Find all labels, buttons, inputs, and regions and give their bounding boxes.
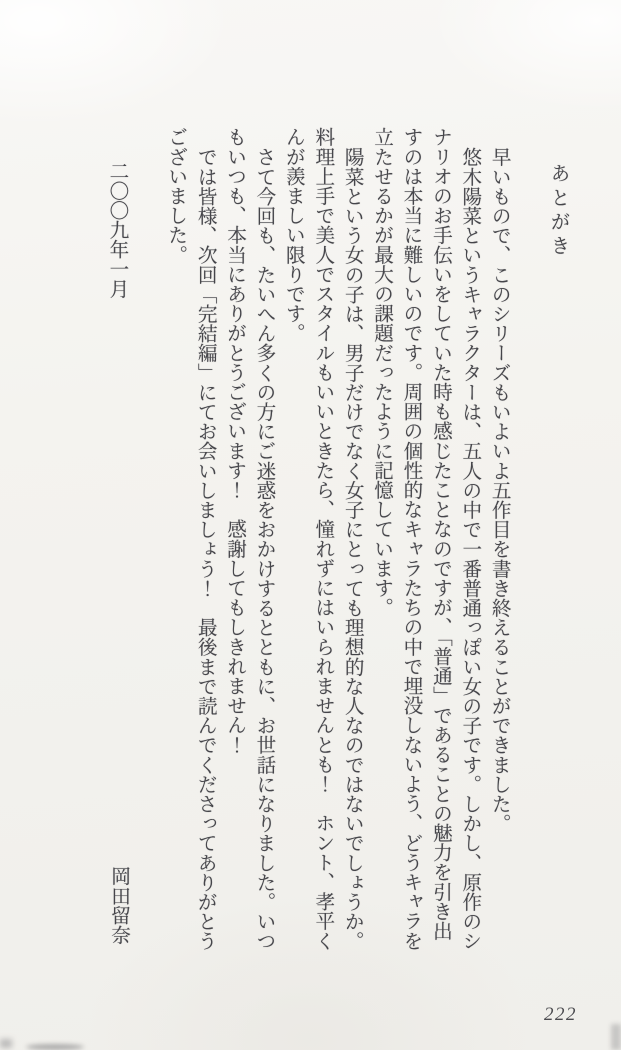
paragraph-5: では皆様、次回「完結編」にてお会いしましょう！ 最後まで読んでくださってありがとうございました。 xyxy=(164,127,216,951)
scan-smudge xyxy=(26,1044,84,1050)
paragraph-2: 悠木陽菜というキャラクターは、五人の中で一番普通っぽい女の子です。しかし、原作のシナリオのお手伝いをしていた時も感じたことなのですが、「普通」であることの魅力を引き出すのは本当に難しいのです。周囲の個性的なキャラたちの中で埋没しないよう、どうキャラを立たせるかが最大の課題だったように記憶しています。 xyxy=(370,127,480,951)
paragraph-3: 陽菜という女の子は、男子だけでなく女子にとっても理想的な人なのではないでしょうか。料理上手で美人でスタイルもいいときたら、憧れずにはいられませんとも！ ホント、孝平くんが羨ましい限りです。 xyxy=(282,127,363,951)
afterword-text-block xyxy=(102,127,572,953)
scan-smudge xyxy=(611,1024,621,1050)
date-line: 二〇〇九年一月 xyxy=(105,161,127,299)
author-name: 岡田留奈 xyxy=(107,866,129,945)
page-title: あとがき xyxy=(547,163,568,260)
paragraph-1: 早いもので、このシリーズもいよいよ五作目を書き終えることができました。 xyxy=(488,146,510,833)
paragraph-4: さて今回も、たいへん多くの方にご迷惑をおかけするとともに、お世話になりました。いつもいつも、本当にありがとうございます！ 感謝してもしきれません！ xyxy=(223,127,274,951)
page-number: 222 xyxy=(544,1004,577,1025)
scan-smudge xyxy=(0,1039,12,1048)
